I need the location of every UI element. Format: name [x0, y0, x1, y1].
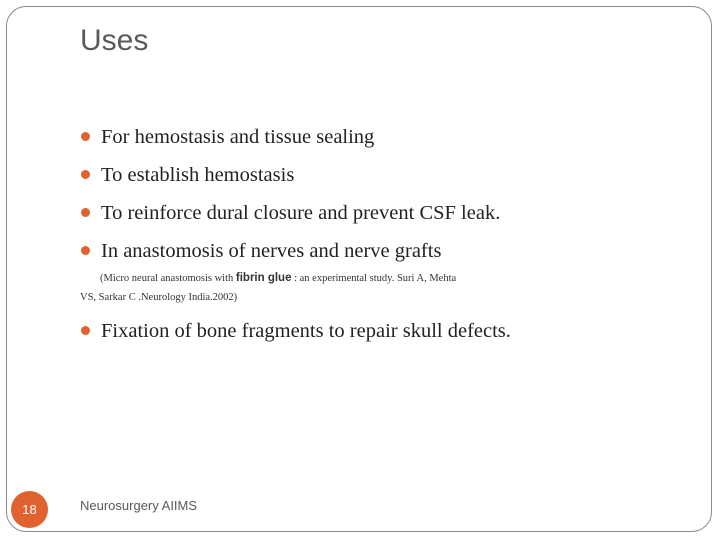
citation	[80, 269, 680, 307]
bullet-icon	[81, 208, 90, 217]
bullet-text: For hemostasis and tissue sealing	[101, 126, 375, 148]
bullet-icon	[81, 170, 90, 179]
footer-text: Neurosurgery AIIMS	[80, 498, 198, 513]
bullet-item	[80, 196, 680, 234]
bullet-list	[80, 120, 680, 352]
bullet-text: In anastomosis of nerves and nerve grafts	[101, 240, 442, 262]
bullet-item	[80, 158, 680, 196]
bullet-icon	[81, 246, 90, 255]
bullet-text: To establish hemostasis	[101, 164, 295, 186]
bullet-item	[80, 314, 680, 352]
citation-pre: (Micro neural anastomosis with	[100, 273, 236, 284]
citation-bold: fibrin glue	[235, 272, 292, 284]
bullet-icon	[81, 132, 90, 141]
page-number-badge: 18	[11, 491, 48, 528]
citation-post: : an experimental study. Suri A, Mehta	[291, 273, 457, 284]
citation-line2: VS, Sarkar C .Neurology India.2002)	[80, 292, 238, 303]
slide-title: Uses	[80, 24, 149, 57]
bullet-icon	[81, 326, 90, 335]
bullet-text: Fixation of bone fragments to repair skull defects.	[101, 320, 511, 342]
bullet-item	[80, 120, 680, 158]
bullet-item	[80, 234, 680, 272]
bullet-text: To reinforce dural closure and prevent CSF leak.	[101, 202, 501, 224]
